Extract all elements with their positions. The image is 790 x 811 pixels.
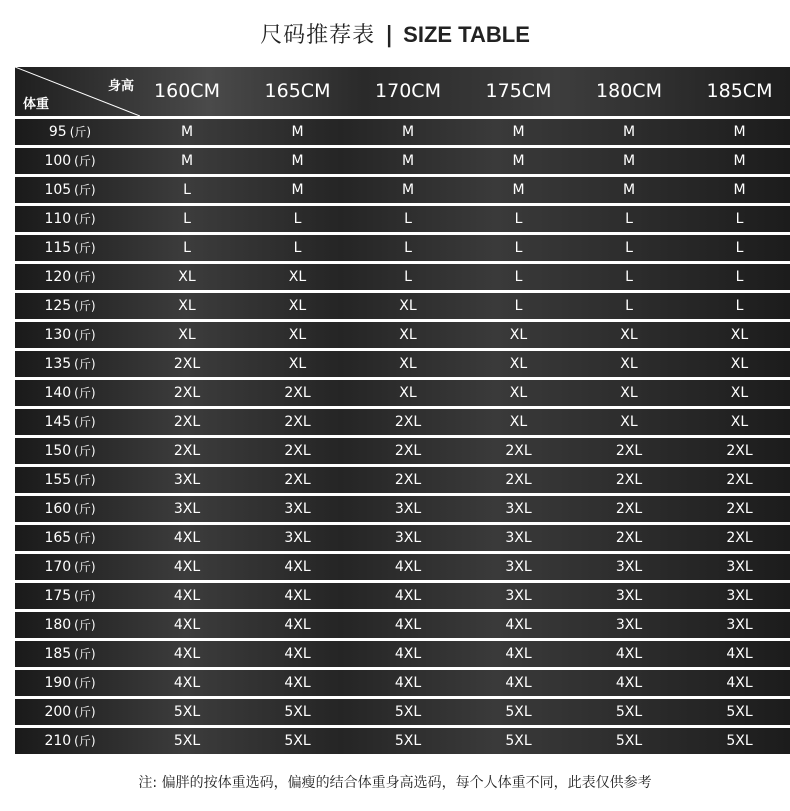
size-cell: M: [512, 182, 525, 198]
size-cell: M: [733, 124, 746, 140]
weight-unit: (斤): [74, 357, 96, 371]
weight-value: 160: [44, 501, 72, 517]
size-cell: XL: [620, 327, 638, 343]
table-row: [15, 177, 790, 203]
size-cell: 5XL: [394, 733, 422, 749]
size-cell: 4XL: [505, 675, 532, 691]
size-cell: M: [401, 153, 415, 169]
table-row: [15, 612, 790, 638]
size-cell: L: [735, 269, 744, 285]
table-row: [15, 554, 790, 580]
size-cell: XL: [509, 356, 528, 372]
size-cell: 3XL: [284, 501, 311, 517]
size-cell: 2XL: [615, 443, 643, 459]
height-header-cell: 180CM: [596, 80, 662, 102]
size-cell: 4XL: [284, 646, 311, 662]
size-cell: L: [514, 269, 523, 285]
size-cell: XL: [399, 356, 417, 372]
weight-value: 150: [44, 443, 72, 459]
weight-value: 170: [44, 559, 72, 575]
weight-value: 135: [44, 356, 72, 372]
table-row: [15, 641, 790, 667]
size-cell: 2XL: [173, 356, 201, 372]
size-cell: XL: [399, 298, 417, 314]
size-cell: 3XL: [505, 559, 532, 575]
table-row: [15, 351, 790, 377]
table-row: [15, 119, 790, 145]
weight-unit: (斤): [74, 444, 96, 458]
size-cell: L: [625, 211, 633, 227]
height-header-cell: 175CM: [485, 80, 552, 102]
size-cell: 2XL: [726, 443, 753, 459]
size-cell: 4XL: [505, 646, 532, 662]
size-cell: 3XL: [615, 559, 643, 575]
table-row: [15, 670, 790, 696]
size-cell: XL: [509, 385, 528, 401]
size-cell: L: [735, 211, 744, 227]
weight-value: 105: [44, 182, 72, 198]
size-cell: XL: [399, 385, 417, 401]
size-cell: XL: [730, 414, 749, 430]
page-title: [0, 18, 790, 53]
size-cell: M: [291, 182, 304, 198]
weight-cell: [15, 612, 125, 638]
size-cell: M: [401, 182, 415, 198]
size-cell: 5XL: [173, 733, 201, 749]
size-cell: XL: [288, 356, 307, 372]
size-cell: L: [404, 269, 412, 285]
size-cell: 4XL: [173, 588, 201, 604]
weight-unit: (斤): [74, 241, 96, 255]
weight-cell: [15, 322, 125, 348]
weight-value: 155: [44, 472, 72, 488]
weight-value: 95: [48, 124, 67, 140]
weight-cell: [15, 119, 125, 145]
size-cell: 5XL: [284, 704, 311, 720]
weight-unit: (斤): [74, 299, 96, 313]
table-row: [15, 322, 790, 348]
size-cell: M: [622, 124, 636, 140]
title-separator: |: [385, 23, 394, 48]
size-cell: 5XL: [505, 733, 532, 749]
size-cell: 2XL: [284, 414, 311, 430]
size-cell: 2XL: [505, 443, 532, 459]
size-cell: 3XL: [726, 617, 753, 633]
table-row: [15, 728, 790, 754]
table-body: [15, 119, 790, 754]
size-cell: 2XL: [615, 530, 643, 546]
weight-unit: (斤): [74, 647, 96, 661]
size-cell: 2XL: [726, 501, 753, 517]
table-row: [15, 467, 790, 493]
weight-cell: [15, 525, 125, 551]
size-cell: 4XL: [173, 530, 201, 546]
table-row: [15, 206, 790, 232]
size-cell: L: [293, 211, 302, 227]
size-cell: 3XL: [394, 530, 422, 546]
size-cell: XL: [288, 269, 307, 285]
title-cn: 尺码推荐表: [260, 23, 376, 48]
weight-cell: [15, 496, 125, 522]
size-cell: XL: [730, 356, 749, 372]
size-cell: 2XL: [284, 472, 311, 488]
size-cell: L: [404, 211, 412, 227]
size-cell: 3XL: [505, 501, 532, 517]
size-cell: 4XL: [726, 675, 753, 691]
size-cell: M: [180, 153, 194, 169]
size-cell: XL: [620, 414, 638, 430]
weight-value: 145: [44, 414, 72, 430]
size-cell: 4XL: [284, 588, 311, 604]
table-row: [15, 380, 790, 406]
size-cell: 5XL: [726, 733, 753, 749]
table-row: [15, 438, 790, 464]
size-cell: XL: [178, 269, 196, 285]
weight-unit: (斤): [74, 560, 96, 574]
size-cell: L: [404, 240, 412, 256]
table-row: [15, 699, 790, 725]
size-cell: 4XL: [173, 675, 201, 691]
weight-cell: [15, 148, 125, 174]
weight-value: 120: [44, 269, 72, 285]
size-cell: XL: [288, 298, 307, 314]
weight-cell: [15, 206, 125, 232]
table-header: [15, 67, 790, 116]
size-cell: 2XL: [173, 443, 201, 459]
size-cell: L: [514, 298, 523, 314]
weight-cell: [15, 583, 125, 609]
size-cell: 4XL: [173, 617, 201, 633]
weight-cell: [15, 670, 125, 696]
size-cell: 3XL: [173, 501, 201, 517]
size-cell: 4XL: [284, 559, 311, 575]
table-row: [15, 583, 790, 609]
corner-weight-label: 体重: [23, 97, 50, 112]
size-cell: 4XL: [726, 646, 753, 662]
weight-value: 140: [44, 385, 72, 401]
weight-cell: [15, 351, 125, 377]
size-cell: L: [183, 211, 191, 227]
size-cell: 4XL: [615, 646, 643, 662]
size-cell: 2XL: [615, 472, 643, 488]
weight-cell: [15, 293, 125, 319]
weight-unit: (斤): [74, 183, 96, 197]
size-cell: 3XL: [615, 588, 643, 604]
corner-cell: [15, 67, 140, 116]
size-cell: L: [183, 240, 191, 256]
weight-unit: (斤): [74, 531, 96, 545]
size-cell: XL: [730, 327, 749, 343]
size-cell: 4XL: [505, 617, 532, 633]
table-row: [15, 235, 790, 261]
weight-cell: [15, 554, 125, 580]
corner-height-label: 身高: [107, 79, 134, 94]
size-cell: M: [733, 182, 746, 198]
size-cell: L: [514, 240, 523, 256]
size-cell: 5XL: [173, 704, 201, 720]
size-cell: 4XL: [615, 675, 643, 691]
weight-value: 100: [44, 153, 72, 169]
size-cell: 4XL: [173, 646, 201, 662]
height-header-cell: 160CM: [154, 80, 220, 102]
size-cell: 2XL: [726, 530, 753, 546]
weight-unit: (斤): [74, 386, 96, 400]
size-cell: XL: [178, 327, 196, 343]
weight-value: 115: [44, 240, 72, 256]
weight-unit: (斤): [69, 125, 92, 139]
size-cell: M: [401, 124, 415, 140]
weight-value: 180: [44, 617, 72, 633]
weight-value: 200: [44, 704, 72, 720]
weight-value: 165: [44, 530, 72, 546]
weight-cell: [15, 641, 125, 667]
height-header-cell: 185CM: [706, 80, 773, 102]
weight-value: 190: [44, 675, 72, 691]
weight-cell: [15, 177, 125, 203]
size-cell: M: [733, 153, 746, 169]
weight-unit: (斤): [74, 618, 96, 632]
size-cell: 3XL: [394, 501, 422, 517]
size-cell: M: [180, 124, 194, 140]
weight-cell: [15, 380, 125, 406]
weight-value: 130: [44, 327, 72, 343]
weight-cell: [15, 235, 125, 261]
size-cell: XL: [178, 298, 196, 314]
size-cell: 5XL: [615, 704, 643, 720]
weight-cell: [15, 438, 125, 464]
weight-unit: (斤): [74, 415, 96, 429]
weight-unit: (斤): [74, 502, 96, 516]
size-cell: 3XL: [726, 588, 753, 604]
height-header-cell: 165CM: [264, 80, 331, 102]
size-cell: M: [512, 153, 525, 169]
size-cell: XL: [730, 385, 749, 401]
size-cell: 4XL: [394, 617, 422, 633]
size-cell: L: [735, 298, 744, 314]
weight-unit: (斤): [74, 705, 96, 719]
size-cell: L: [735, 240, 744, 256]
size-cell: M: [512, 124, 525, 140]
weight-unit: (斤): [74, 154, 96, 168]
size-cell: 3XL: [173, 472, 201, 488]
size-cell: 2XL: [394, 472, 422, 488]
size-cell: 3XL: [726, 559, 753, 575]
size-table: [15, 67, 790, 757]
weight-unit: (斤): [74, 328, 96, 342]
weight-unit: (斤): [74, 212, 96, 226]
weight-unit: (斤): [74, 676, 96, 690]
size-cell: L: [625, 298, 633, 314]
size-cell: 2XL: [505, 472, 532, 488]
table-row: [15, 264, 790, 290]
table-row: [15, 293, 790, 319]
size-cell: XL: [620, 385, 638, 401]
footnote: 注: 偏胖的按体重选码，偏瘦的结合体重身高选码，每个人体重不同，此表仅供参考: [138, 775, 652, 791]
weight-cell: [15, 409, 125, 435]
table-row: [15, 525, 790, 551]
size-cell: 2XL: [726, 472, 753, 488]
size-cell: 4XL: [173, 559, 201, 575]
weight-unit: (斤): [74, 270, 96, 284]
size-cell: XL: [288, 327, 307, 343]
size-cell: 5XL: [615, 733, 643, 749]
size-cell: 3XL: [615, 617, 643, 633]
weight-value: 125: [44, 298, 72, 314]
size-cell: M: [291, 124, 304, 140]
weight-value: 110: [44, 211, 72, 227]
size-cell: 4XL: [394, 675, 422, 691]
table-row: [15, 409, 790, 435]
weight-cell: [15, 699, 125, 725]
size-cell: 2XL: [394, 414, 422, 430]
size-cell: 4XL: [394, 559, 422, 575]
weight-unit: (斤): [74, 473, 96, 487]
size-cell: XL: [509, 414, 528, 430]
weight-cell: [15, 728, 125, 754]
size-cell: 4XL: [394, 588, 422, 604]
size-cell: 5XL: [394, 704, 422, 720]
weight-value: 175: [44, 588, 72, 604]
size-cell: 2XL: [394, 443, 422, 459]
size-cell: 5XL: [284, 733, 311, 749]
size-cell: 2XL: [173, 385, 201, 401]
size-cell: 5XL: [726, 704, 753, 720]
size-cell: XL: [399, 327, 417, 343]
weight-value: 210: [44, 733, 72, 749]
size-cell: XL: [509, 327, 528, 343]
height-header-cell: 170CM: [375, 80, 441, 102]
size-cell: 4XL: [284, 675, 311, 691]
size-cell: 2XL: [173, 414, 201, 430]
size-cell: 3XL: [505, 530, 532, 546]
size-cell: M: [622, 153, 636, 169]
weight-value: 185: [44, 646, 72, 662]
weight-cell: [15, 467, 125, 493]
size-cell: 5XL: [505, 704, 532, 720]
title-en: SIZE TABLE: [403, 22, 530, 47]
size-cell: L: [293, 240, 302, 256]
size-cell: L: [625, 240, 633, 256]
size-cell: 3XL: [284, 530, 311, 546]
size-cell: M: [622, 182, 636, 198]
size-cell: 4XL: [394, 646, 422, 662]
size-cell: XL: [620, 356, 638, 372]
size-cell: L: [625, 269, 633, 285]
size-cell: L: [183, 182, 191, 198]
weight-unit: (斤): [74, 589, 96, 603]
weight-unit: (斤): [74, 734, 96, 748]
size-cell: 3XL: [505, 588, 532, 604]
size-cell: M: [291, 153, 304, 169]
size-cell: L: [514, 211, 523, 227]
weight-cell: [15, 264, 125, 290]
size-cell: 2XL: [615, 501, 643, 517]
size-cell: 2XL: [284, 385, 311, 401]
table-row: [15, 148, 790, 174]
table-row: [15, 496, 790, 522]
size-cell: 2XL: [284, 443, 311, 459]
size-cell: 4XL: [284, 617, 311, 633]
